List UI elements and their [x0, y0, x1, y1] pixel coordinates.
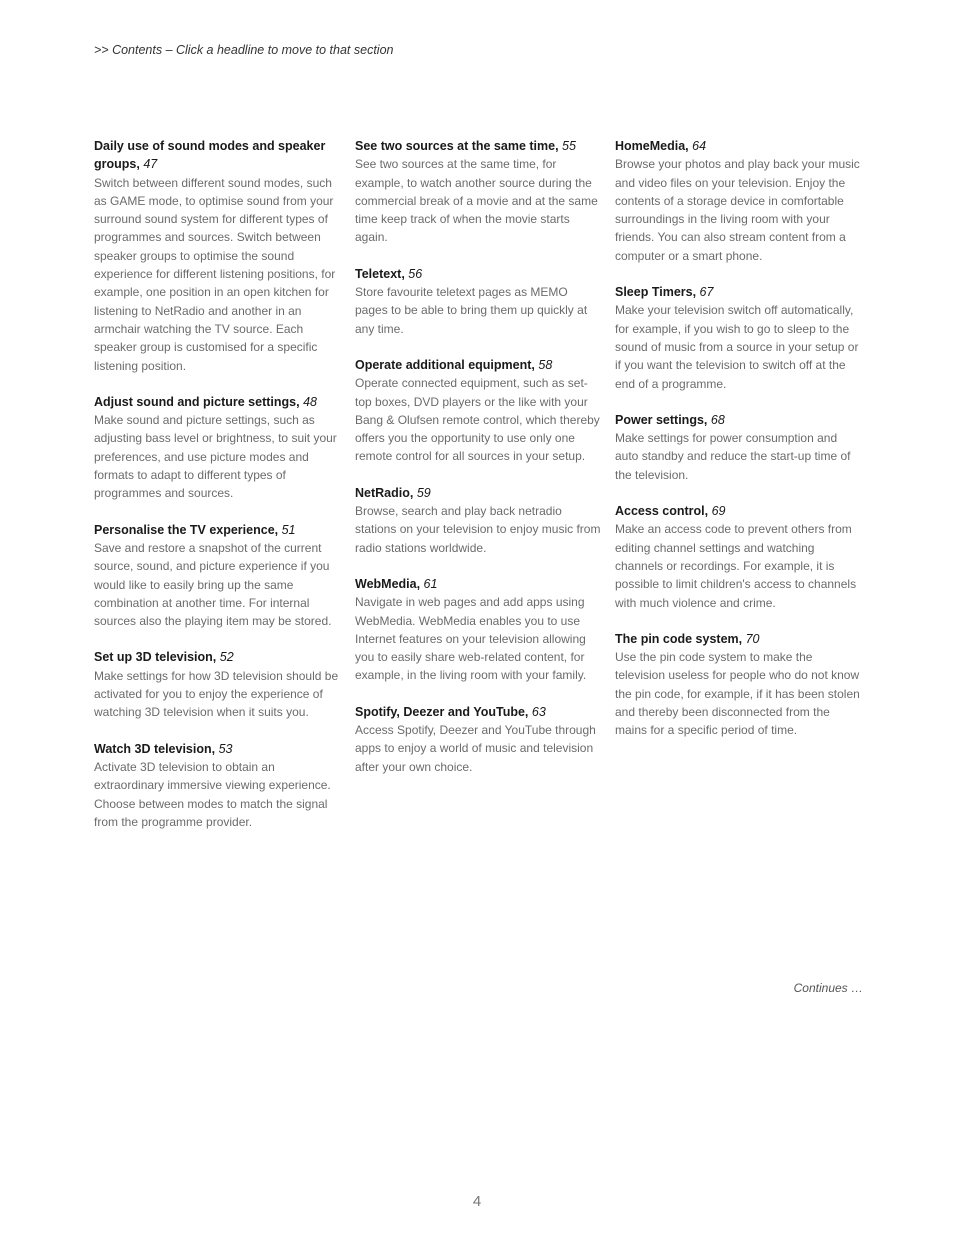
- section-title: Operate additional equipment,: [355, 357, 535, 372]
- page-reference: 52: [219, 650, 234, 665]
- section-description: Make your television switch off automatically, for example, if you wish to go to sleep to the sound of music from a source in your setup or if you want the television to switch off at the end of a programme.: [615, 303, 859, 391]
- section-title: NetRadio,: [355, 485, 414, 500]
- page-reference: 68: [710, 412, 725, 427]
- toc-section: [615, 630, 863, 740]
- section-headline[interactable]: [615, 502, 863, 520]
- section-description: Browse, search and play back netradio stations on your television to enjoy music from radio stations worldwide.: [355, 504, 601, 555]
- page-reference: 56: [408, 266, 423, 281]
- section-description: Activate 3D television to obtain an extraordinary immersive viewing experience. Choose between modes to match the signal from the programme provider.: [94, 759, 331, 829]
- section-description: Access Spotify, Deezer and YouTube through apps to enjoy a world of music and television after your own choice.: [355, 723, 596, 774]
- toc-section: [615, 502, 863, 612]
- section-description: Switch between different sound modes, such as GAME mode, to optimise sound from your surround sound system for different types of programmes and sources. Switch between speaker groups to optimise the sound experience for different listening positions, for example, one position in an open kitchen for listening to NetRadio and another in an armchair watching the TV source. Each speaker group is customised for a specific listening position.: [94, 175, 336, 373]
- page-reference: 53: [218, 741, 233, 756]
- toc-section: [94, 393, 340, 503]
- section-headline[interactable]: [615, 283, 863, 301]
- page-number: 4: [472, 1193, 482, 1210]
- page-reference: 63: [531, 704, 546, 719]
- section-headline[interactable]: [615, 137, 863, 155]
- section-title: Power settings,: [615, 412, 708, 427]
- section-description: Save and restore a snapshot of the current source, sound, and picture experience if you would like to easily bring up the same combination at another time. For internal sources also the playing item may be stored.: [94, 540, 332, 629]
- section-headline[interactable]: [355, 265, 601, 283]
- section-description: Operate connected equipment, such as set-top boxes, DVD players or the like with your Bang & Olufsen remote control, which thereby offers you the opportunity to use only one remote control for all sources in your setup.: [355, 376, 600, 464]
- page-reference: 51: [281, 522, 296, 537]
- toc-column-2: [355, 137, 601, 794]
- section-title: Spotify, Deezer and YouTube,: [355, 704, 529, 719]
- section-headline[interactable]: [94, 393, 340, 411]
- toc-section: [355, 265, 601, 338]
- toc-section: [94, 740, 340, 831]
- toc-section: [355, 484, 601, 557]
- section-headline[interactable]: [615, 630, 863, 648]
- section-headline[interactable]: [355, 575, 601, 593]
- section-headline[interactable]: [355, 703, 601, 721]
- section-title: Set up 3D television,: [94, 650, 217, 665]
- toc-section: [615, 411, 863, 484]
- toc-section: [94, 648, 340, 721]
- section-description: Make an access code to prevent others from editing channel settings and watching channels or recordings. For example, it is possible to limit children's access to channels with much violence and crime.: [615, 522, 857, 610]
- page-reference: 48: [303, 394, 317, 409]
- page-reference: 55: [562, 139, 576, 153]
- section-description: See two sources at the same time, for example, to watch another source during the commercial break of a movie and at the same time keep track of when the movie starts again.: [355, 157, 598, 245]
- section-headline[interactable]: [94, 521, 340, 539]
- section-title: See two sources at the same time,: [355, 139, 559, 153]
- toc-section: [94, 137, 340, 375]
- toc-section: [355, 137, 601, 247]
- toc-section: [355, 575, 601, 685]
- section-headline[interactable]: [355, 356, 601, 374]
- section-description: Store favourite teletext pages as MEMO pages to be able to bring them up quickly at any time.: [355, 285, 588, 336]
- section-headline[interactable]: [94, 648, 340, 666]
- section-headline[interactable]: [615, 411, 863, 429]
- section-headline[interactable]: [355, 484, 601, 502]
- section-description: Use the pin code system to make the television useless for people who do not know the pin code, for example, if it has been stolen and thereby been disconnected from the mains for a specific period of time.: [615, 650, 860, 738]
- section-title: Adjust sound and picture settings,: [94, 394, 300, 409]
- toc-column-3: [615, 137, 863, 758]
- toc-section: [615, 137, 863, 265]
- page-reference: 67: [699, 285, 714, 300]
- section-title: WebMedia,: [355, 576, 421, 591]
- page-reference: 61: [423, 576, 438, 591]
- section-title: Personalise the TV experience,: [94, 522, 279, 537]
- contents-link[interactable]: >> Contents – Click a headline to move to that section: [94, 43, 394, 57]
- toc-section: [355, 703, 601, 776]
- section-description: Browse your photos and play back your music and video files on your television. Enjoy the contents of a storage device in comfortable surroundings in the living room with your friends. You can also stream content from a computer or a smart phone.: [615, 157, 860, 263]
- section-title: Access control,: [615, 504, 709, 519]
- section-title: Teletext,: [355, 266, 405, 281]
- page-reference: 58: [538, 357, 553, 372]
- page-reference: 47: [143, 157, 158, 172]
- section-description: Make sound and picture settings, such as adjusting bass level or brightness, to suit your preferences, and use picture modes and formats to adapt to different types of programmes and sources.: [94, 413, 337, 501]
- continues-note: Continues …: [793, 981, 863, 995]
- toc-section: [94, 521, 340, 631]
- section-title: Daily use of sound modes and speaker groups,: [94, 139, 326, 172]
- page-reference: 59: [416, 485, 431, 500]
- toc-column-1: [94, 137, 340, 849]
- section-headline[interactable]: [94, 740, 340, 758]
- section-title: Watch 3D television,: [94, 741, 216, 756]
- section-description: Make settings for how 3D television should be activated for you to enjoy the experience of watching 3D television when it suits you.: [94, 668, 339, 720]
- page-reference: 70: [745, 631, 760, 646]
- section-description: Navigate in web pages and add apps using WebMedia. WebMedia enables you to use Internet features on your television allowing you to easily share web-related content, for example, in the living room with your family.: [355, 595, 587, 683]
- section-title: HomeMedia,: [615, 139, 689, 153]
- section-headline[interactable]: [94, 137, 340, 174]
- section-title: Sleep Timers,: [615, 285, 697, 300]
- toc-section: [355, 356, 601, 466]
- page-reference: 64: [692, 139, 707, 153]
- section-description: Make settings for power consumption and auto standby and reduce the start-up time of the television.: [615, 431, 851, 482]
- section-headline[interactable]: [355, 137, 601, 155]
- section-title: The pin code system,: [615, 631, 743, 646]
- page-reference: 69: [711, 504, 726, 519]
- toc-section: [615, 283, 863, 393]
